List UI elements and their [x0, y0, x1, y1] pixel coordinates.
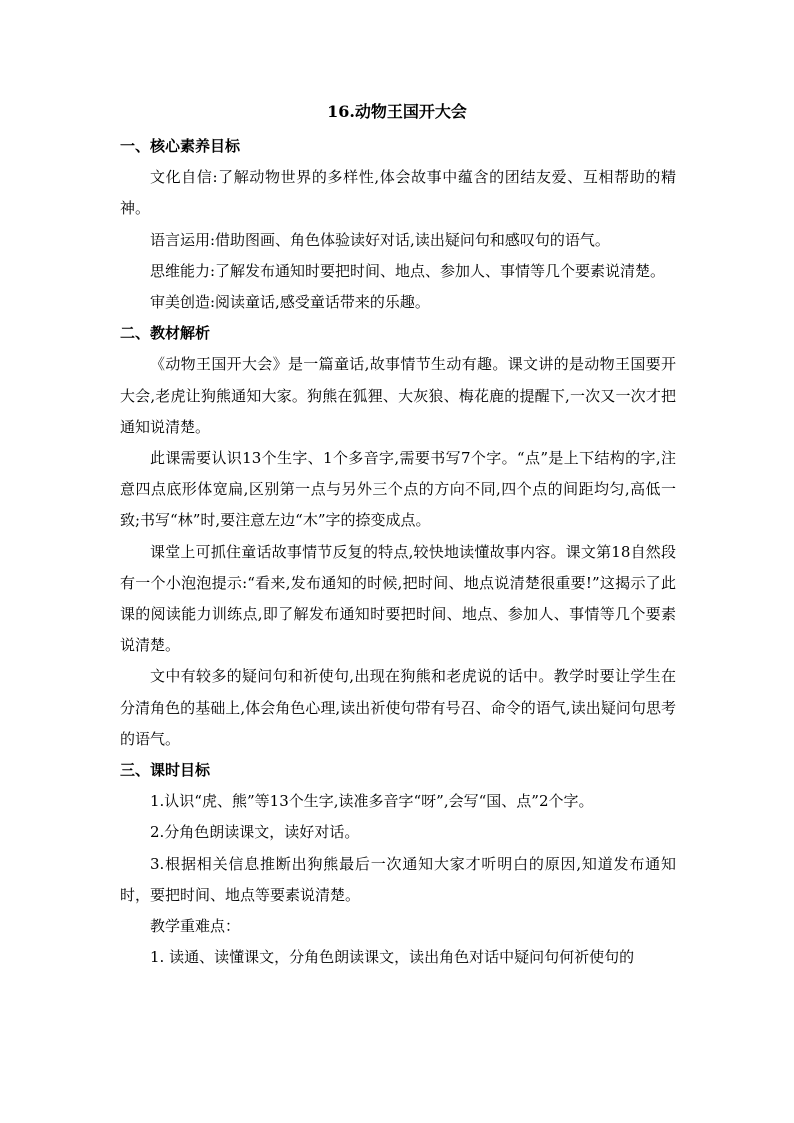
list-item: 1. 读通、读懂课文，分角色朗读课文，读出角色对话中疑问句何祈使句的 [150, 948, 635, 967]
document-title: 16.动物王国开大会 [327, 102, 467, 121]
section-heading: 二、教材解析 [120, 324, 211, 343]
paragraph: 课堂上可抓住童话故事情节反复的特点,较快地读懂故事内容。课文第18自然段有一个小泡泡提示:“看来,发布通知的时候,把时间、地点说清楚很重要!”这揭示了此课的阅读能力训练点,即了解发布通知时要把时间、地点、参加人、事情等几个要素说清楚。 [120, 542, 676, 655]
list-item: 2.分角色朗读课文，读好对话。 [150, 823, 360, 842]
list-item: 3.根据相关信息推断出狗熊最后一次通知大家才听明白的原因,知道发布通知时，要把时间、地点等要素说清楚。 [120, 854, 676, 904]
paragraph: 思维能力:了解发布通知时要把时间、地点、参加人、事情等几个要素说清楚。 [150, 261, 666, 280]
section-heading: 一、核心素养目标 [120, 137, 241, 155]
section-heading: 三、课时目标 [120, 761, 211, 780]
list-item: 1.认识“虎、熊”等13个生字,读准多音字“呀”,会写“国、点”2个字。 [150, 792, 594, 811]
paragraph: 语言运用:借助图画、角色体验读好对话,读出疑问句和感叹句的语气。 [150, 230, 610, 249]
paragraph: 文中有较多的疑问句和祈使句,出现在狗熊和老虎说的话中。教学时要让学生在分清角色的基础上,体会角色心理,读出祈使句带有号召、命令的语气,读出疑问句思考的语气。 [120, 667, 676, 748]
subheading: 教学重难点： [150, 917, 241, 936]
paragraph: 文化自信:了解动物世界的多样性,体会故事中蕴含的团结友爱、互相帮助的精神。 [120, 168, 676, 218]
paragraph: 《动物王国开大会》是一篇童话,故事情节生动有趣。课文讲的是动物王国要开大会,老虎让狗熊通知大家。狗熊在狐狸、大灰狼、梅花鹿的提醒下,一次又一次才把通知说清楚。 [120, 355, 676, 436]
document-body [120, 131, 676, 973]
paragraph: 此课需要认识13个生字、1个多音字,需要书写7个字。“点”是上下结构的字,注意四点底形体宽扁,区别第一点与另外三个点的方向不同,四个点的间距均匀,高低一致;书写“林”时,要注意左边“木”字的捺变成点。 [120, 449, 676, 530]
paragraph: 审美创造:阅读童话,感受童话带来的乐趣。 [150, 293, 430, 312]
